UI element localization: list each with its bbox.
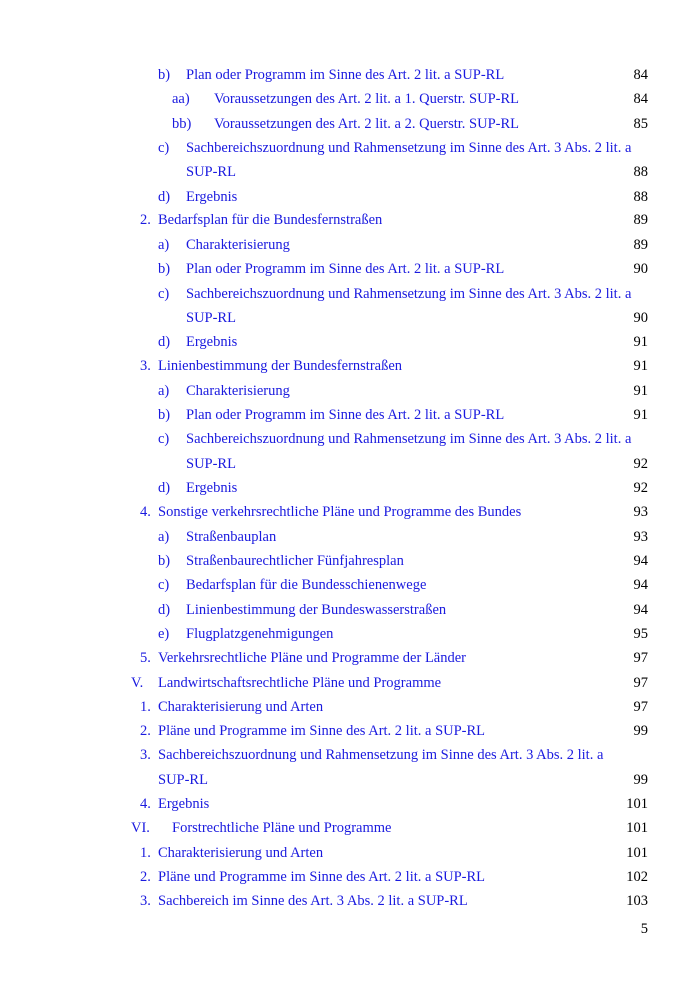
toc-entry — [0, 65, 700, 85]
toc-entry-title: Straßenbaurechtlicher Fünfjahresplan — [186, 553, 404, 569]
toc-entry-label: b) — [158, 407, 171, 423]
toc-entry-page: 93 — [633, 504, 648, 520]
toc-entry-page: 91 — [633, 407, 648, 423]
toc-entry-title: Voraussetzungen des Art. 2 lit. a 2. Querstr. SUP-RL — [214, 116, 520, 132]
toc-entry — [0, 210, 700, 230]
toc-entry-label: 1. — [140, 699, 151, 715]
toc-entry-label: V. — [131, 675, 144, 691]
toc-entry-title: Pläne und Programme im Sinne des Art. 2 lit. a SUP-RL — [158, 869, 486, 885]
toc-entry-page: 97 — [633, 675, 648, 691]
toc-entry — [0, 891, 700, 911]
toc-entry-title: Charakterisierung — [186, 237, 290, 253]
toc-entry-page: 94 — [633, 577, 648, 593]
toc-entry-page: 101 — [626, 796, 648, 812]
toc-entry — [0, 162, 700, 182]
toc-entry-page: 90 — [633, 261, 648, 277]
toc-entry — [0, 454, 700, 474]
toc-entry — [0, 114, 700, 134]
toc-entry-title: Bedarfsplan für die Bundesschienenwege — [186, 577, 427, 593]
toc-entry — [0, 527, 700, 547]
toc-entry-label: 4. — [140, 504, 151, 520]
toc-entry-label: c) — [158, 140, 170, 156]
toc-entry-label: c) — [158, 577, 170, 593]
toc-entry-page: 91 — [633, 334, 648, 350]
toc-entry-page: 85 — [633, 116, 648, 132]
toc-entry-page: 94 — [633, 553, 648, 569]
toc-entry — [0, 502, 700, 522]
toc-entry — [0, 478, 700, 498]
toc-entry-title: Ergebnis — [186, 334, 238, 350]
toc-entry-title: Sachbereichszuordnung und Rahmensetzung im Sinne des Art. 3 Abs. 2 lit. a — [186, 140, 632, 156]
toc-entry-page: 92 — [633, 480, 648, 496]
toc-entry — [0, 673, 700, 693]
toc-entry — [0, 575, 700, 595]
toc-entry-title: Linienbestimmung der Bundesfernstraßen — [158, 358, 403, 374]
toc-entry-title: Ergebnis — [158, 796, 210, 812]
toc-entry-title: Voraussetzungen des Art. 2 lit. a 1. Querstr. SUP-RL — [214, 91, 520, 107]
toc-entry — [0, 308, 700, 328]
toc-entry — [0, 745, 700, 765]
toc-entry-title: Straßenbauplan — [186, 529, 277, 545]
toc-entry-title: Ergebnis — [186, 189, 238, 205]
toc-entry-label: a) — [158, 383, 170, 399]
toc-entry-label: d) — [158, 480, 171, 496]
toc-entry — [0, 794, 700, 814]
toc-entry-page: 101 — [626, 820, 648, 836]
toc-entry-label: 3. — [140, 893, 151, 909]
toc-entry-title: Forstrechtliche Pläne und Programme — [172, 820, 392, 836]
toc-entry-label: 3. — [140, 358, 151, 374]
toc-entry-label: d) — [158, 602, 171, 618]
toc-entry-title: SUP-RL — [158, 772, 208, 788]
toc-entry-page: 89 — [633, 237, 648, 253]
toc-entry — [0, 381, 700, 401]
toc-entry-label: c) — [158, 431, 170, 447]
toc-entry-label: d) — [158, 189, 171, 205]
toc-entry — [0, 721, 700, 741]
toc-entry-label: aa) — [172, 91, 190, 107]
toc-entry-title: Ergebnis — [186, 480, 238, 496]
toc-entry — [0, 138, 700, 158]
toc-entry-label: a) — [158, 529, 170, 545]
toc-entry-label: 4. — [140, 796, 151, 812]
toc-entry-page: 89 — [633, 212, 648, 228]
toc-entry-page: 91 — [633, 358, 648, 374]
toc-entry-label: c) — [158, 286, 170, 302]
toc-entry-title: Landwirtschaftsrechtliche Pläne und Programme — [158, 675, 442, 691]
toc-entry-title: Sachbereich im Sinne des Art. 3 Abs. 2 lit. a SUP-RL — [158, 893, 468, 909]
toc-entry-page: 88 — [633, 189, 648, 205]
toc-entry — [0, 624, 700, 644]
toc-entry-title: Sachbereichszuordnung und Rahmensetzung im Sinne des Art. 3 Abs. 2 lit. a — [186, 431, 632, 447]
toc-entry — [0, 600, 700, 620]
toc-entry — [0, 551, 700, 571]
toc-entry-title: Plan oder Programm im Sinne des Art. 2 lit. a SUP-RL — [186, 261, 505, 277]
toc-entry-title: Linienbestimmung der Bundeswasserstraßen — [186, 602, 447, 618]
toc-entry-title: Plan oder Programm im Sinne des Art. 2 lit. a SUP-RL — [186, 67, 505, 83]
toc-entry-label: e) — [158, 626, 170, 642]
toc-entry-title: Bedarfsplan für die Bundesfernstraßen — [158, 212, 383, 228]
toc-entry-page: 97 — [633, 699, 648, 715]
toc-entry-label: 5. — [140, 650, 151, 666]
toc-entry — [0, 867, 700, 887]
toc-entry-title: Charakterisierung und Arten — [158, 699, 324, 715]
toc-entry-label: VI. — [131, 820, 150, 836]
toc-entry-page: 90 — [633, 310, 648, 326]
toc-entry-title: SUP-RL — [186, 456, 236, 472]
toc-entry-page: 102 — [626, 869, 648, 885]
toc-entry-label: b) — [158, 553, 171, 569]
toc-entry — [0, 770, 700, 790]
toc-entry-label: 2. — [140, 212, 151, 228]
toc-entry-label: bb) — [172, 116, 192, 132]
toc-entry-title: Verkehrsrechtliche Pläne und Programme der Länder — [158, 650, 467, 666]
toc-entry — [0, 356, 700, 376]
toc-entry-page: 88 — [633, 164, 648, 180]
toc-entry-page: 92 — [633, 456, 648, 472]
toc-entry-label: b) — [158, 67, 171, 83]
toc-entry — [0, 697, 700, 717]
toc-entry — [0, 332, 700, 352]
toc-entry — [0, 648, 700, 668]
toc-entry-title: Flugplatzgenehmigungen — [186, 626, 334, 642]
toc-entry-label: 1. — [140, 845, 151, 861]
toc-entry-title: Plan oder Programm im Sinne des Art. 2 lit. a SUP-RL — [186, 407, 505, 423]
toc-entry-title: Charakterisierung und Arten — [158, 845, 324, 861]
page-number: 5 — [640, 921, 648, 937]
toc-entry-page: 94 — [633, 602, 648, 618]
toc-entry — [0, 818, 700, 838]
toc-entry-title: Sachbereichszuordnung und Rahmensetzung im Sinne des Art. 3 Abs. 2 lit. a — [158, 747, 604, 763]
toc-entry-page: 93 — [633, 529, 648, 545]
toc-entry-label: 2. — [140, 869, 151, 885]
toc-entry-title: Sonstige verkehrsrechtliche Pläne und Programme des Bundes — [158, 504, 522, 520]
toc-entry-title: Pläne und Programme im Sinne des Art. 2 lit. a SUP-RL — [158, 723, 486, 739]
toc-entry — [0, 284, 700, 304]
toc-entry-page: 95 — [633, 626, 648, 642]
toc-entry-page: 84 — [633, 67, 648, 83]
toc-entry-label: b) — [158, 261, 171, 277]
toc-entry-page: 101 — [626, 845, 648, 861]
toc-entry — [0, 405, 700, 425]
toc-entry-title: SUP-RL — [186, 164, 236, 180]
toc-entry-page: 99 — [633, 723, 648, 739]
toc-entry-label: a) — [158, 237, 170, 253]
toc-entry-title: SUP-RL — [186, 310, 236, 326]
toc-entry — [0, 89, 700, 109]
toc-entry — [0, 843, 700, 863]
toc-entry-page: 103 — [626, 893, 648, 909]
toc-entry — [0, 235, 700, 255]
toc-entry-label: d) — [158, 334, 171, 350]
toc-entry-page: 97 — [633, 650, 648, 666]
toc-entry-page: 84 — [633, 91, 648, 107]
toc-entry — [0, 187, 700, 207]
toc-entry-label: 3. — [140, 747, 151, 763]
toc-entry — [0, 259, 700, 279]
toc-entry-page: 91 — [633, 383, 648, 399]
toc-entry-title: Sachbereichszuordnung und Rahmensetzung im Sinne des Art. 3 Abs. 2 lit. a — [186, 286, 632, 302]
toc-entry — [0, 429, 700, 449]
toc-entry-title: Charakterisierung — [186, 383, 290, 399]
toc-entry-label: 2. — [140, 723, 151, 739]
toc-entry-page: 99 — [633, 772, 648, 788]
